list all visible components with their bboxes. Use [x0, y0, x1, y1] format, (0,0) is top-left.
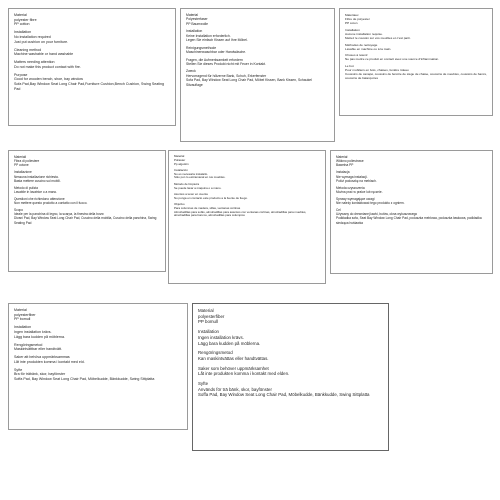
card-line: Se puede lavar a máquina o a mano. — [174, 185, 222, 190]
card-line: Låt inte produkten komma i kontakt med elden. — [198, 371, 290, 377]
card-line: Scopo — [14, 208, 24, 213]
card-line: Just put cushion on your furniture. — [14, 39, 69, 44]
card-line: Używany do drewnianej ławki, butów, okna wykuszowego — [336, 212, 418, 217]
card-line: Mettez le coussin sur vos meubles et c'est parti. — [345, 35, 411, 40]
card-line: Good for wooden bench, shoe, bay window — [14, 77, 83, 82]
card-line: Bra för träbänk, skor, bayfönster — [14, 372, 66, 377]
card-line: Fibra di poliestere — [14, 159, 40, 164]
card-line: Zweck — [186, 69, 196, 74]
card-line: Instalacja — [336, 170, 350, 175]
card-line: Material — [14, 13, 27, 17]
card-line: Ingen installation krävs. — [14, 329, 52, 334]
card-line: Almohadillas para sofás, almohadillas para asientos con ventanas cortinas, almohadillas para muebles, almohadillas para bancos, almohadillas para columpios — [174, 209, 308, 218]
card-line: Metodo di pulizia — [14, 185, 38, 190]
card-line: Método de limpieza — [174, 181, 200, 186]
card-line: Pour mobiliers en bois, chaises, fenêtre rideau — [345, 68, 409, 73]
card-line: Objetivo — [174, 202, 185, 207]
card-line: Asuntos a tener en cuenta — [174, 191, 208, 196]
card-line: Matériaux — [345, 13, 359, 17]
card-line: Material — [198, 308, 214, 313]
text-card-german — [180, 8, 335, 142]
card-line: Lavable en machine ou à la main. — [345, 46, 392, 51]
text-card-swedish-small — [8, 303, 188, 430]
card-line: PP bomull — [198, 319, 218, 325]
card-line: Aucune installation requise. — [345, 31, 383, 36]
card-line: Questioni che richiedono attenzione — [14, 196, 65, 201]
card-line: Soffa Pad, Bay Window Seat Long Chair Pad, Möbelkudde, Bänkkudde, Swing Sittplatta — [198, 392, 370, 398]
text-card-swedish-large — [192, 303, 389, 451]
card-line: Sprawy wymagające uwagi — [336, 196, 375, 201]
card-line: Połóż poduszkę na meblach. — [336, 178, 377, 183]
card-line: Sólo pon lo estiramanal en tus muebles. — [174, 175, 226, 180]
card-line: Installation — [14, 325, 32, 330]
card-line: polyester fibre — [14, 17, 37, 22]
card-line: Poliéster — [174, 157, 186, 162]
card-line: Legen Sie einfach Kissen auf Ihre Möbel. — [186, 38, 248, 43]
card-line: No ponga en contacto este producto a la fuente de fuego. — [174, 195, 248, 200]
card-line: Purpose — [14, 72, 28, 77]
card-line: Materiali — [14, 155, 27, 159]
card-line: Podkładka sofa, Seat Bay Window Long Chair Pad, poduszka meblowa, poduszka ławkowa, podkładka siedząca huśtawka — [336, 216, 483, 225]
card-line: Cel — [336, 208, 341, 213]
text-card-polish — [330, 150, 493, 274]
card-line: Installation — [198, 329, 219, 335]
card-line: Pp algodón — [174, 161, 189, 166]
card-line: Material — [186, 13, 199, 17]
card-line: Fragen, die Aufmerksamkeit erfordern — [186, 57, 243, 62]
card-line: Para columnas de madera, sillas, ventanas cortinas — [174, 205, 241, 210]
card-line: Syfte — [14, 367, 23, 372]
card-line: Installation — [186, 29, 203, 34]
card-line: Används för trä bänk, skor, bayfönster — [198, 386, 272, 392]
card-line: Saker att behöva uppmärksammas — [14, 355, 70, 360]
card-line: Låt inte produkten komma i kontakt med eld. — [14, 359, 85, 364]
card-line: Keine Installation erforderlich. — [186, 33, 231, 38]
card-line: Nessuna installazione richiesta. — [14, 174, 59, 179]
card-line: Coussins de canapé, coussins de fenêtre de siège de chaise, coussins de meubles, coussins de bancs, coussins de balançoires — [345, 72, 488, 81]
card-line: Bawełna PP — [336, 163, 354, 168]
card-line: Hervorragend für hölzerne Bank, Schuh, Erkerfenster — [186, 73, 267, 78]
card-line: Rengöringsmetod — [14, 342, 43, 347]
card-line: Można prać w pralce lub ręcznie. — [336, 189, 383, 194]
card-line: Ingen installation krävs. — [198, 334, 244, 340]
card-line: Metoda czyszczenia — [336, 185, 365, 190]
card-line: Rengöringsmetod — [198, 350, 233, 356]
card-line: No installation required — [14, 34, 51, 39]
text-card-french — [339, 8, 493, 116]
card-line: polyesterfiber — [14, 312, 36, 317]
card-line: Nie wymaga instalacji. — [336, 174, 368, 179]
card-line: Lägg bara kudden på möblerna. — [14, 334, 65, 339]
card-line: Instalación — [174, 167, 188, 172]
card-line: Sofa Pad,Bay Window Seat Long Chair Pad,Furniture Cushion,Bench Cushion, Swing Seating Pad — [14, 82, 166, 91]
text-card-english — [8, 8, 176, 126]
card-line: Installation — [345, 27, 360, 32]
card-line: Le but — [345, 64, 354, 69]
card-line: Installazione — [14, 170, 32, 175]
card-line: Choses à retenir — [345, 53, 368, 58]
card-line: PP coton — [345, 21, 358, 26]
card-line: Méthodes de nettoyage — [345, 42, 378, 47]
card-line: Stellen Sie dieses Produkt nicht mit Feuer in Kontakt. — [186, 61, 266, 66]
card-line: Nie należy kontaktować tego produktu z ogniem. — [336, 201, 405, 206]
card-line: Włókno poliestrowe — [336, 159, 364, 164]
card-line: Material — [174, 154, 185, 158]
card-line: Do not make this product contact with fire. — [14, 64, 81, 69]
card-line: Cleaning method — [14, 47, 42, 52]
card-line: Polyesterfaser — [186, 17, 208, 22]
card-line: Basta mettere cuscino sul mobili. — [14, 178, 61, 183]
card-line: Reinigungsmethode — [186, 45, 217, 50]
card-line: No es necesaria instalarlo. — [174, 171, 209, 176]
card-line: Material — [14, 308, 27, 312]
card-line: Divani Pad, Bay Window Seat Long Chair Pad, Cuscino della mobilia, Cuscino della panchina, Swing Seating Pad — [14, 216, 158, 225]
card-line: Saker som behöver uppmärksamhet — [198, 365, 269, 371]
card-line: Maschinenwaschbar oder Handwäsche. — [186, 50, 247, 55]
card-line: Sofa Pad, Bay Window Seat Long Chair Pad, Möbel Kissen, Bank Kissen, Schaukel Sitzauflage — [186, 78, 313, 87]
card-line: Soffa Pad, Bay Window Seat Long Chair Pad, Möbelkudde, Bänkkudde, Swing Sittplatta — [14, 377, 155, 381]
card-line: Materiał — [336, 155, 348, 159]
card-line: Non mettere questo prodotto a contatto con il fuoco. — [14, 201, 88, 206]
card-line: Lägg bara kudden på möblerna. — [198, 340, 261, 346]
card-line: Matters needing attention — [14, 60, 55, 65]
card-line: Installation — [14, 30, 32, 35]
text-card-spanish — [168, 150, 326, 284]
card-line: Machine washable or hand washable — [14, 52, 74, 57]
card-line: Fibre de polyester — [345, 17, 370, 22]
card-line: PP Baumwolle — [186, 21, 208, 26]
card-line: PP bomull — [14, 317, 31, 322]
card-line: Lavabile in lavatrice o a mano. — [14, 189, 58, 194]
card-line: PP cotton — [14, 22, 30, 27]
card-line: Ne pas mettre ce produit en contact avec une source d'inflammation. — [345, 57, 440, 62]
card-line: Ideale per la panchina di legno, la scarpa, la finestra della bovw — [14, 212, 104, 217]
card-line: polyesterfiber — [198, 313, 225, 319]
card-line: Kan maskintvättas eller handtvättas. — [198, 355, 269, 361]
card-line: PP cotone — [14, 163, 29, 168]
card-line: Maskintvättbar eller handtvätt. — [14, 347, 62, 352]
card-line: Syfte — [198, 381, 209, 386]
text-card-italian — [8, 150, 166, 272]
